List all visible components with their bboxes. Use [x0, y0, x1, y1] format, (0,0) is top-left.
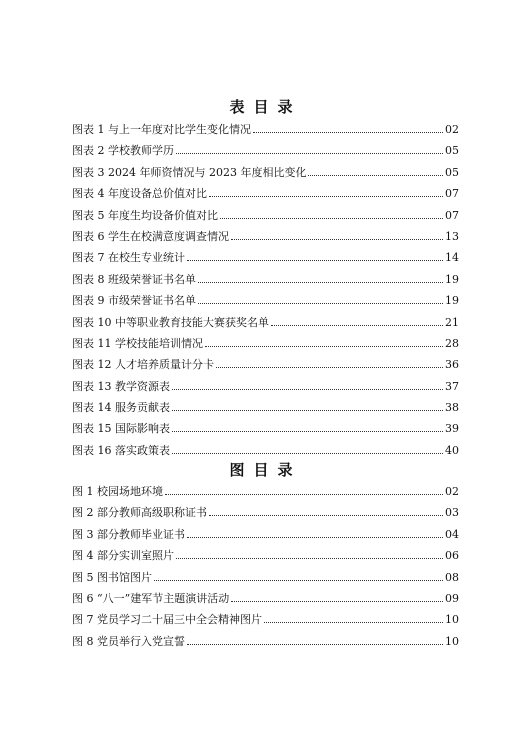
toc-entry-page-number: 19	[445, 272, 459, 286]
dot-leader	[264, 621, 443, 623]
dot-leader	[154, 579, 443, 581]
dot-leader	[205, 345, 443, 347]
table-toc-entry[interactable]	[72, 140, 459, 161]
toc-entry-page-number: 39	[445, 422, 459, 436]
toc-entry-label: 图 7 党员学习二十届三中全会精神图片	[72, 613, 262, 627]
toc-entry-label: 图表 4 年度设备总价值对比	[72, 187, 207, 201]
toc-entry-page-number: 04	[445, 527, 459, 541]
toc-entry-page-number: 28	[445, 336, 459, 350]
toc-entry-page-number: 36	[445, 358, 459, 372]
figure-toc-title: 图目录	[229, 461, 302, 479]
toc-entry-label: 图表 1 与上一年度对比学生变化情况	[72, 123, 251, 136]
toc-entry-label: 图表 13 教学资源表	[72, 379, 170, 393]
dot-leader	[172, 430, 443, 432]
figure-toc-entry[interactable]	[72, 481, 459, 502]
toc-entry-label: 图 5 图书馆图片	[72, 570, 152, 584]
toc-entry-page-number: 21	[445, 315, 459, 329]
table-toc-entry[interactable]	[72, 376, 459, 397]
table-toc-entry[interactable]	[72, 290, 459, 311]
dot-leader	[253, 131, 443, 133]
toc-entry-label: 图 2 部分教师高级职称证书	[72, 506, 207, 520]
table-toc-entry[interactable]	[72, 247, 459, 268]
toc-entry-label: 图表 11 学校技能培训情况	[72, 336, 203, 350]
table-toc-entry[interactable]	[72, 312, 459, 333]
toc-entry-label: 图表 5 年度生均设备价值对比	[72, 208, 218, 222]
toc-entry-page-number: 05	[445, 144, 459, 158]
dot-leader	[209, 195, 443, 197]
dot-leader	[220, 217, 443, 219]
figure-toc-entry[interactable]	[72, 502, 459, 523]
toc-entry-label: 图表 16 落实政策表	[72, 443, 170, 457]
toc-entry-page-number: 10	[445, 613, 459, 627]
toc-entry-page-number: 19	[445, 294, 459, 308]
toc-entry-page-number: 38	[445, 401, 459, 415]
toc-entry-label: 图表 2 学校教师学历	[72, 144, 174, 158]
dot-leader	[187, 643, 443, 645]
dot-leader	[176, 152, 443, 154]
toc-entry-page-number: 07	[445, 208, 459, 222]
toc-entry-label: 图表 12 人才培养质量计分卡	[72, 358, 214, 372]
dot-leader	[198, 281, 443, 283]
toc-entry-page-number: 05	[445, 165, 459, 179]
toc-entry-page-number: 14	[445, 251, 459, 265]
toc-entry-label: 图表 7 在校生专业统计	[72, 251, 185, 265]
table-toc-entry[interactable]	[72, 119, 459, 140]
toc-entry-page-number: 06	[445, 549, 459, 563]
toc-entry-label: 图表 3 2024 年师资情况与 2023 年度相比变化	[72, 165, 307, 179]
toc-entry-label: 图 3 部分教师毕业证书	[72, 527, 185, 541]
table-toc-entry[interactable]	[72, 333, 459, 354]
toc-entry-page-number: 40	[445, 443, 459, 457]
toc-entry-label: 图表 9 市级荣誉证书名单	[72, 294, 196, 308]
figure-toc-entry[interactable]	[72, 631, 459, 652]
dot-leader	[209, 514, 443, 516]
table-toc-entry[interactable]	[72, 354, 459, 375]
table-toc-title: 表目录	[229, 98, 302, 116]
dot-leader	[172, 409, 443, 411]
toc-entry-page-number: 37	[445, 379, 459, 393]
table-toc-entry[interactable]	[72, 226, 459, 247]
table-toc-entry[interactable]	[72, 162, 459, 183]
dot-leader	[198, 302, 443, 304]
toc-entry-label: 图表 6 学生在校满意度调查情况	[72, 229, 229, 243]
toc-entry-label: 图表 8 班级荣誉证书名单	[72, 272, 196, 286]
toc-entry-page-number: 02	[445, 123, 459, 136]
figure-toc-entry[interactable]	[72, 524, 459, 545]
dot-leader	[187, 536, 443, 538]
dot-leader	[216, 366, 443, 368]
dot-leader	[165, 493, 443, 495]
figure-toc-entry[interactable]	[72, 609, 459, 630]
toc-entry-page-number: 03	[445, 506, 459, 520]
toc-entry-page-number: 07	[445, 187, 459, 201]
dot-leader	[231, 600, 443, 602]
dot-leader	[271, 324, 443, 326]
toc-entry-label: 图表 14 服务贡献表	[72, 401, 170, 415]
toc-entry-page-number: 08	[445, 570, 459, 584]
dot-leader	[176, 557, 443, 559]
dot-leader	[172, 388, 443, 390]
toc-entry-label: 图 1 校园场地环境	[72, 485, 163, 498]
figure-toc-entry[interactable]	[72, 545, 459, 566]
table-toc-entry[interactable]	[72, 440, 459, 461]
toc-entry-label: 图 4 部分实训室照片	[72, 549, 174, 563]
dot-leader	[308, 174, 443, 176]
toc-entry-label: 图表 15 国际影响表	[72, 422, 170, 436]
toc-entry-label: 图 8 党员举行入党宣誓	[72, 634, 185, 648]
toc-entry-label: 图表 10 中等职业教育技能大赛获奖名单	[72, 315, 269, 329]
toc-entry-page-number: 13	[445, 229, 459, 243]
toc-entry-page-number: 09	[445, 591, 459, 605]
table-toc-entry[interactable]	[72, 397, 459, 418]
dot-leader	[231, 238, 443, 240]
table-toc-entry[interactable]	[72, 183, 459, 204]
table-toc-list	[72, 119, 459, 461]
toc-entry-label: 图 6 “八一”建军节主题演讲活动	[72, 591, 230, 605]
dot-leader	[187, 259, 443, 261]
dot-leader	[172, 452, 443, 454]
toc-entry-page-number: 02	[445, 485, 459, 498]
figure-toc-list	[72, 481, 459, 652]
toc-entry-page-number: 10	[445, 634, 459, 648]
table-toc-entry[interactable]	[72, 418, 459, 439]
figure-toc-entry[interactable]	[72, 588, 459, 609]
table-toc-entry[interactable]	[72, 269, 459, 290]
table-toc-entry[interactable]	[72, 205, 459, 226]
figure-toc-entry[interactable]	[72, 567, 459, 588]
